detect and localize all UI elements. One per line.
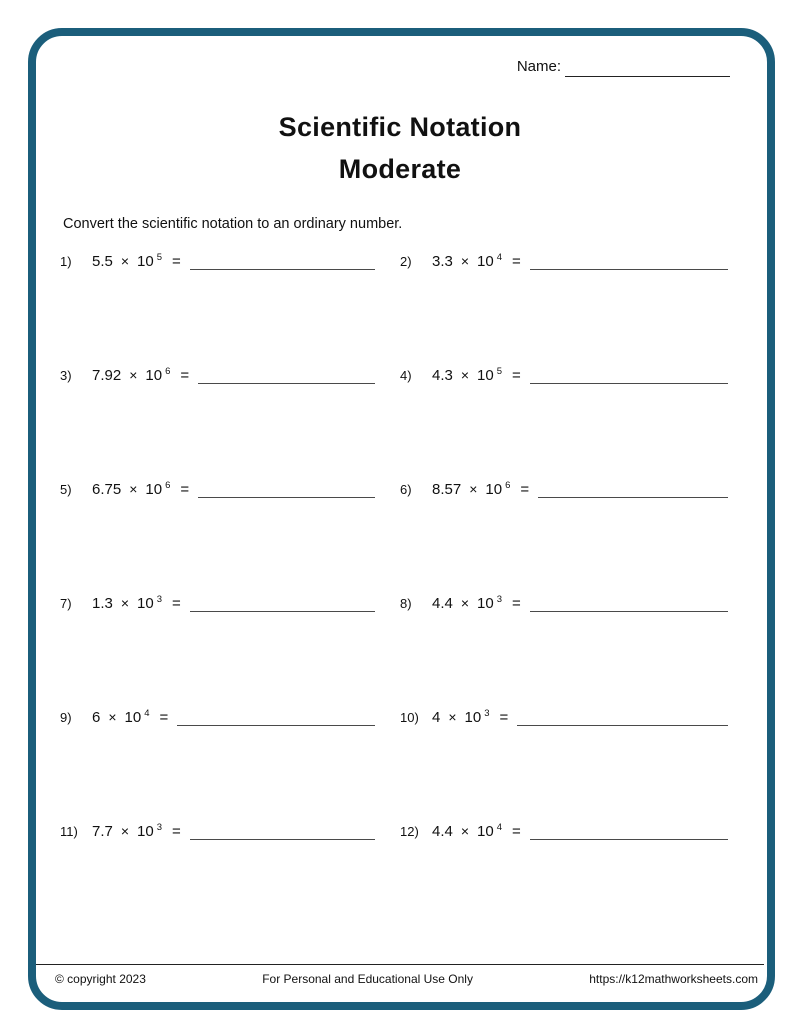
base-ten: 10 <box>477 595 494 612</box>
base-ten: 10 <box>137 823 154 840</box>
times-sign: × <box>460 595 470 611</box>
times-sign: × <box>469 481 478 497</box>
problem-number: 3) <box>60 368 72 383</box>
answer-blank-line[interactable] <box>530 608 728 612</box>
base-ten: 10 <box>477 367 494 384</box>
equals-sign: = <box>180 367 190 384</box>
base-ten: 10 <box>137 595 154 612</box>
problem-expression <box>92 595 181 612</box>
base-ten: 10 <box>477 823 494 840</box>
problem-expression <box>92 709 168 726</box>
exponent: 3 <box>484 708 490 719</box>
problem-expression <box>432 367 521 384</box>
equals-sign: = <box>512 595 521 612</box>
coefficient: 5.5 <box>92 253 113 270</box>
equals-sign: = <box>499 709 509 726</box>
footer <box>55 972 758 986</box>
problem-row-1 <box>60 248 375 270</box>
problem-number: 10) <box>400 710 419 725</box>
footer-divider <box>36 964 764 965</box>
coefficient: 3.3 <box>432 253 453 270</box>
name-field <box>517 58 730 77</box>
equals-sign: = <box>159 709 169 726</box>
problem-row-8 <box>400 590 728 612</box>
problem-expression <box>92 481 189 498</box>
exponent: 6 <box>165 480 171 491</box>
exponent: 6 <box>165 366 171 377</box>
answer-blank-line[interactable] <box>177 722 375 726</box>
coefficient: 7.92 <box>92 367 122 384</box>
answer-blank-line[interactable] <box>190 266 375 270</box>
problem-row-3 <box>60 362 375 384</box>
times-sign: × <box>460 253 470 269</box>
times-sign: × <box>448 709 457 725</box>
name-label: Name: <box>516 58 561 75</box>
problem-expression <box>92 823 181 840</box>
name-blank-line[interactable] <box>565 59 730 77</box>
base-ten: 10 <box>464 709 482 726</box>
times-sign: × <box>129 367 138 383</box>
exponent: 5 <box>496 366 503 377</box>
coefficient: 4 <box>432 709 441 726</box>
equals-sign: = <box>172 823 181 840</box>
problem-expression <box>92 367 189 384</box>
problem-number: 1) <box>60 254 72 269</box>
worksheet-title <box>0 106 800 190</box>
problem-number: 9) <box>60 710 72 725</box>
problem-expression <box>432 481 529 498</box>
equals-sign: = <box>172 595 181 612</box>
base-ten: 10 <box>145 481 163 498</box>
problem-row-6 <box>400 476 728 498</box>
exponent: 3 <box>156 594 163 605</box>
exponent: 4 <box>144 708 150 719</box>
instructions-text: Convert the scientific notation to an ordinary number. <box>63 216 403 232</box>
problem-expression <box>432 595 521 612</box>
coefficient: 7.7 <box>92 823 113 840</box>
times-sign: × <box>120 253 130 269</box>
footer-usage: For Personal and Educational Use Only <box>262 972 473 986</box>
coefficient: 4.3 <box>432 367 453 384</box>
times-sign: × <box>460 367 470 383</box>
problem-number: 12) <box>400 824 419 839</box>
base-ten: 10 <box>124 709 142 726</box>
answer-blank-line[interactable] <box>530 380 728 384</box>
problem-row-10 <box>400 704 728 726</box>
equals-sign: = <box>512 253 521 270</box>
problems-grid <box>60 248 728 840</box>
exponent: 4 <box>496 252 503 263</box>
equals-sign: = <box>172 253 181 270</box>
problem-expression <box>432 823 521 840</box>
problem-row-2 <box>400 248 728 270</box>
exponent: 5 <box>156 252 163 263</box>
exponent: 6 <box>505 480 511 491</box>
times-sign: × <box>120 823 130 839</box>
base-ten: 10 <box>477 253 494 270</box>
title-line-1: Scientific Notation <box>278 112 522 142</box>
base-ten: 10 <box>145 367 163 384</box>
problem-number: 4) <box>400 368 412 383</box>
footer-copyright: © copyright 2023 <box>55 972 146 986</box>
exponent: 3 <box>156 822 163 833</box>
equals-sign: = <box>512 823 521 840</box>
problem-row-4 <box>400 362 728 384</box>
problem-number: 2) <box>400 254 412 269</box>
times-sign: × <box>460 823 470 839</box>
times-sign: × <box>108 709 117 725</box>
answer-blank-line[interactable] <box>190 608 375 612</box>
times-sign: × <box>129 481 138 497</box>
base-ten: 10 <box>137 253 154 270</box>
problem-expression <box>432 709 508 726</box>
problem-expression <box>432 253 521 270</box>
problem-row-5 <box>60 476 375 498</box>
coefficient: 4.4 <box>432 595 453 612</box>
equals-sign: = <box>180 481 190 498</box>
answer-blank-line[interactable] <box>198 380 375 384</box>
title-line-2: Moderate <box>338 154 462 184</box>
times-sign: × <box>120 595 130 611</box>
coefficient: 1.3 <box>92 595 113 612</box>
base-ten: 10 <box>485 481 503 498</box>
answer-blank-line[interactable] <box>198 494 375 498</box>
coefficient: 6.75 <box>92 481 122 498</box>
answer-blank-line[interactable] <box>517 722 728 726</box>
exponent: 4 <box>496 822 503 833</box>
problem-number: 6) <box>400 482 412 497</box>
coefficient: 8.57 <box>432 481 462 498</box>
coefficient: 6 <box>92 709 101 726</box>
answer-blank-line[interactable] <box>190 836 375 840</box>
exponent: 3 <box>496 594 503 605</box>
problem-number: 11) <box>60 824 78 839</box>
equals-sign: = <box>512 367 521 384</box>
answer-blank-line[interactable] <box>538 494 728 498</box>
answer-blank-line[interactable] <box>530 266 728 270</box>
problem-row-12 <box>400 818 728 840</box>
coefficient: 4.4 <box>432 823 453 840</box>
problem-row-7 <box>60 590 375 612</box>
problem-number: 7) <box>60 596 72 611</box>
equals-sign: = <box>520 481 530 498</box>
answer-blank-line[interactable] <box>530 836 728 840</box>
footer-url: https://k12mathworksheets.com <box>589 972 758 986</box>
problem-row-9 <box>60 704 375 726</box>
problem-row-11 <box>60 818 375 840</box>
problem-number: 5) <box>60 482 72 497</box>
problem-number: 8) <box>400 596 412 611</box>
problem-expression <box>92 253 181 270</box>
